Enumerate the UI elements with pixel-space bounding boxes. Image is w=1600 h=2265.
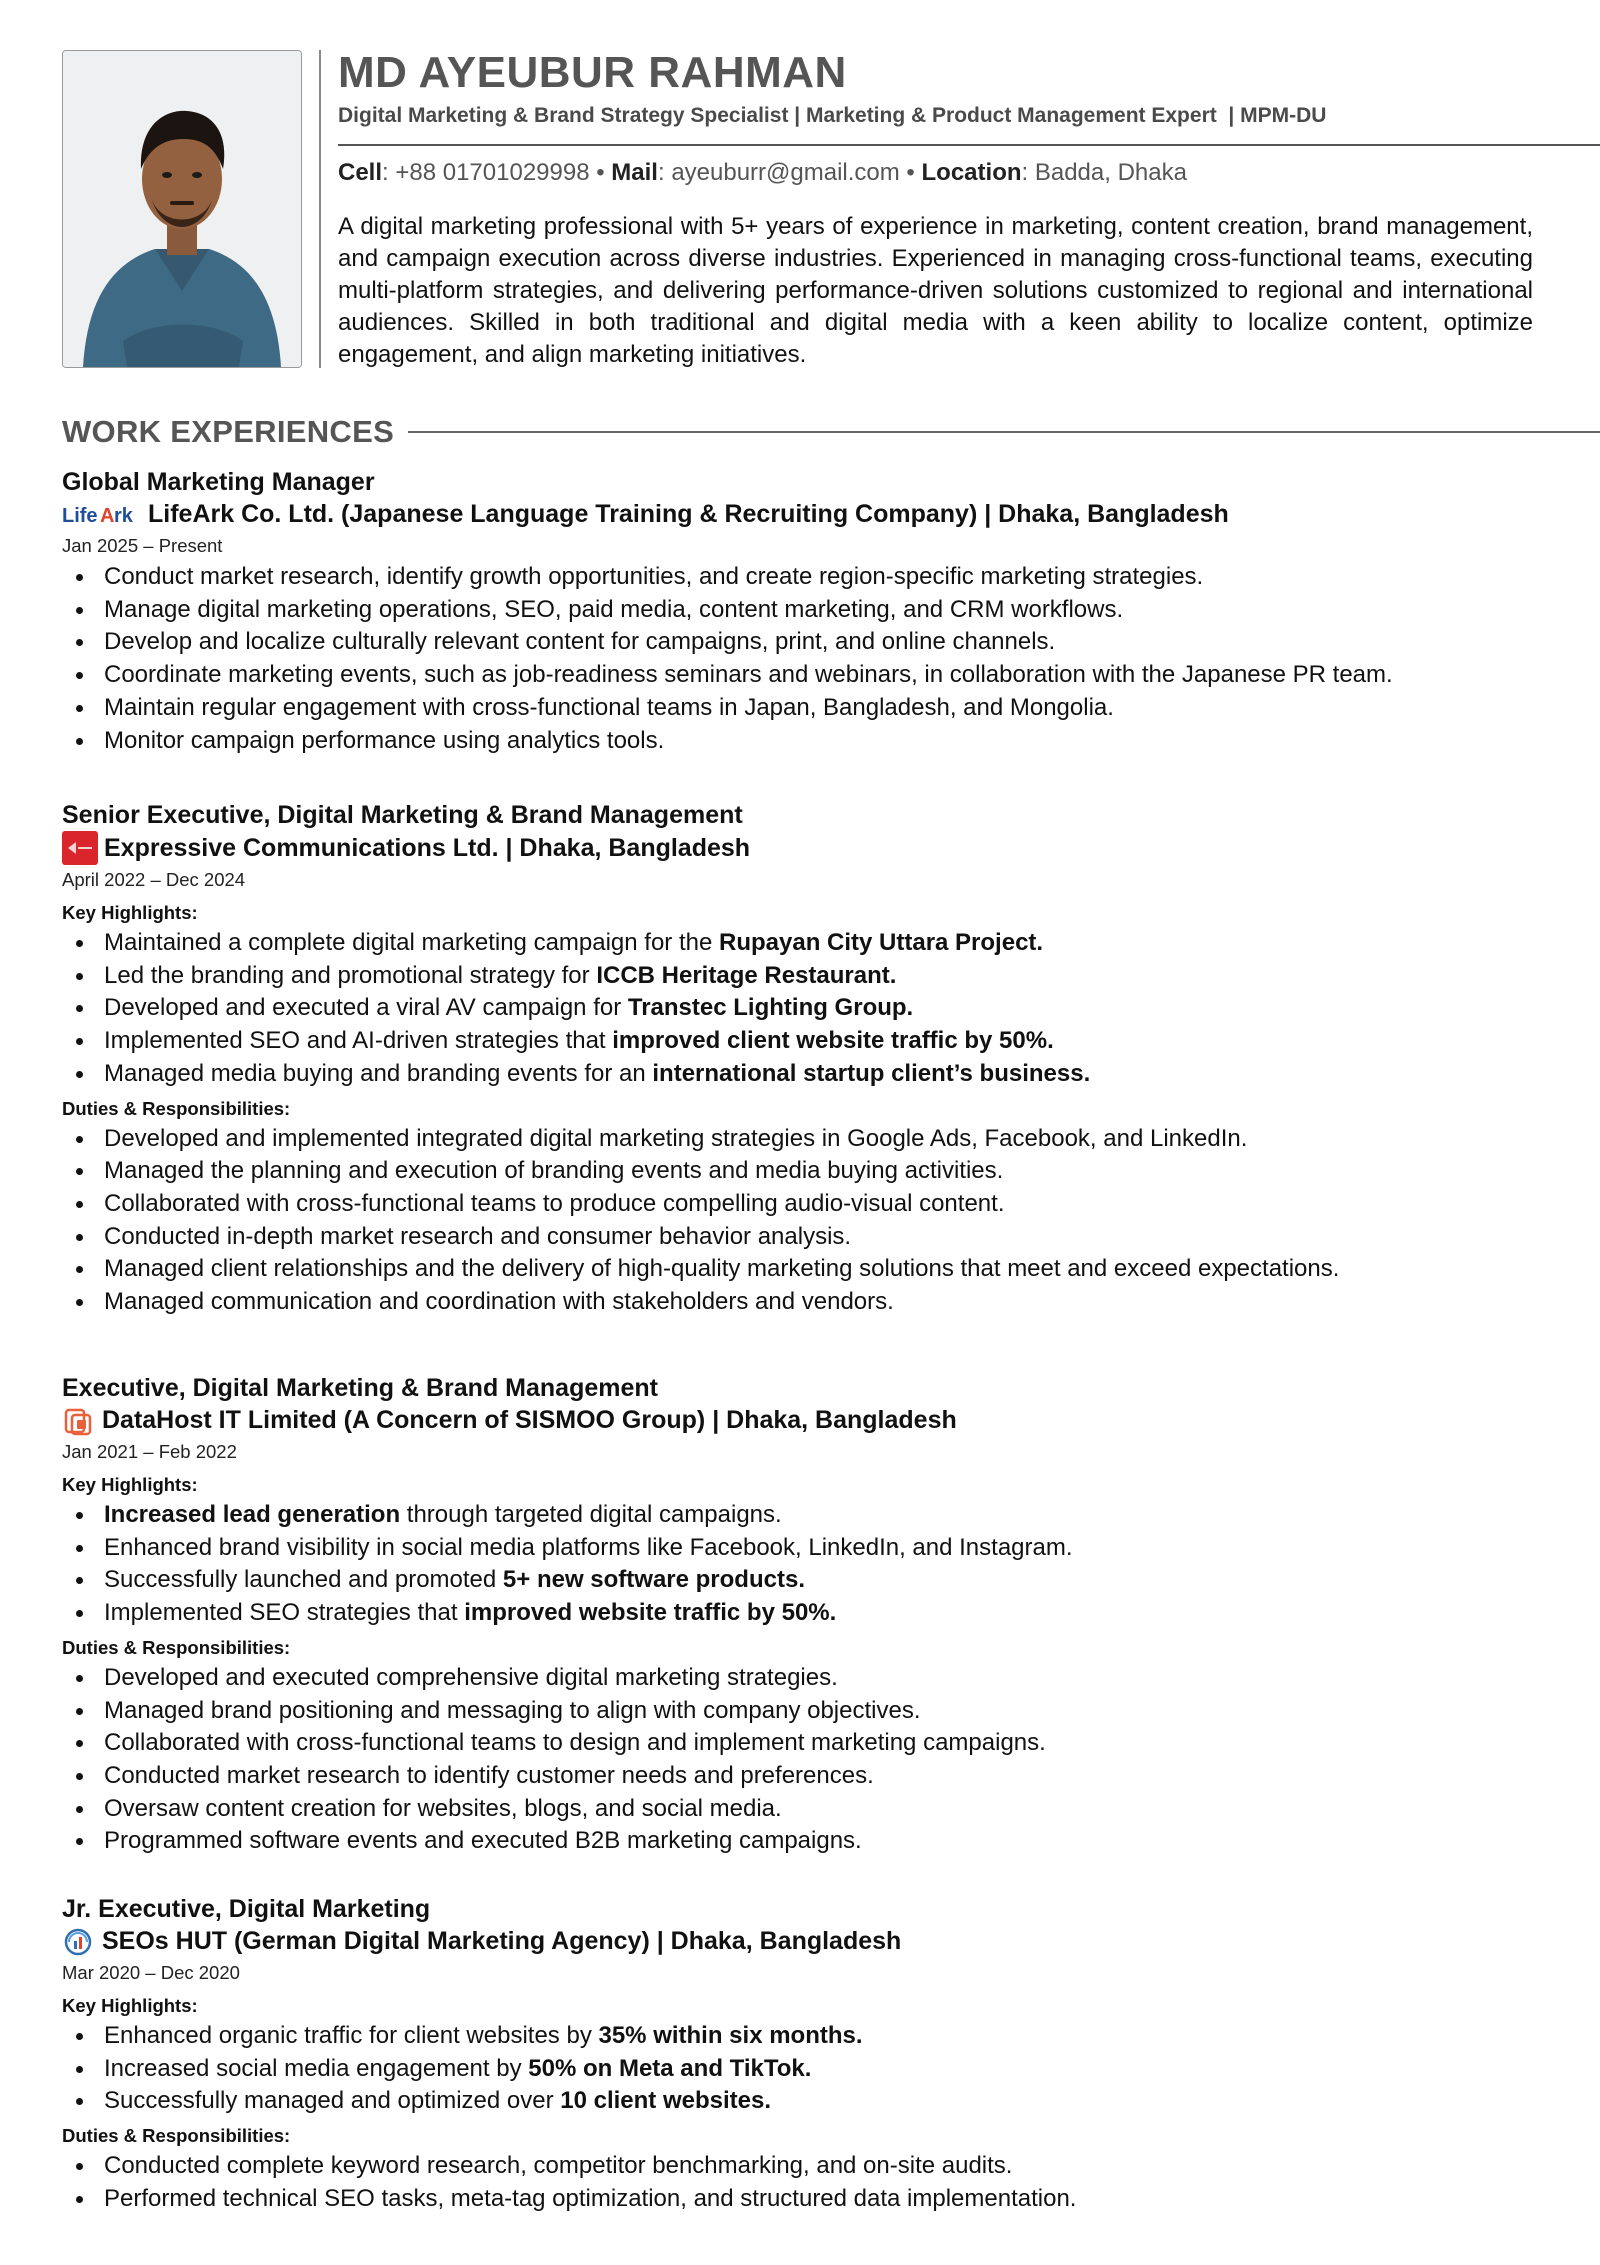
datahost-logo-icon <box>62 1406 96 1436</box>
cell-value: : +88 01701029998 • <box>382 159 612 186</box>
location-value: : Badda, Dhaka <box>1021 159 1187 186</box>
list-item: Successfully managed and optimized over 10 client websites. <box>62 2085 1592 2118</box>
professional-summary: A digital marketing professional with 5+ years of experience in marketing, content creation, brand management, and campaign execution across diverse industries. Experienced in managing cross-functional teams, executing multi-platform strategies, and delivering performance-driven solutions customized to regional and international audiences. Skilled in both traditional and digital media with a keen ability to localize content, optimize engagement, and align marketing initiatives. <box>338 213 1533 368</box>
list-item: Programmed software events and executed B2B marketing campaigns. <box>62 1825 1592 1858</box>
company-line <box>62 1404 1592 1437</box>
job-expressive <box>62 799 1592 1319</box>
company-line <box>62 831 1592 865</box>
list-item: Coordinate marketing events, such as job-readiness seminars and webinars, in collaboration with the Japanese PR team. <box>62 659 1592 692</box>
contact-line <box>338 159 1187 187</box>
list-item: Developed and implemented integrated digital marketing strategies in Google Ads, Facebook, and LinkedIn. <box>62 1123 1592 1156</box>
svg-text:Life: Life <box>62 504 98 527</box>
location-label: Location <box>921 159 1022 186</box>
job-dates: Mar 2020 – Dec 2020 <box>62 1962 240 1983</box>
mail-value: : ayeuburr@gmail.com • <box>657 159 922 186</box>
job-title: Global Marketing Manager <box>62 468 375 496</box>
mail-label: Mail <box>611 159 658 186</box>
section-rule <box>408 431 1600 433</box>
highlights-list <box>62 927 1592 1091</box>
list-item: Managed the planning and execution of branding events and media buying activities. <box>62 1155 1592 1188</box>
list-item: Increased lead generation through targeted digital campaigns. <box>62 1499 1592 1532</box>
list-item: Developed and executed comprehensive digital marketing strategies. <box>62 1662 1592 1695</box>
company-name: LifeArk Co. Ltd. (Japanese Language Training & Recruiting Company) | Dhaka, Bangladesh <box>148 500 1229 528</box>
header-rule <box>338 144 1600 146</box>
candidate-name: MD AYEUBUR RAHMAN <box>338 48 847 97</box>
list-item: Performed technical SEO tasks, meta-tag optimization, and structured data implementation. <box>62 2183 1592 2216</box>
list-item: Maintained a complete digital marketing campaign for the Rupayan City Uttara Project. <box>62 927 1592 960</box>
job-seoshut <box>62 1893 1592 2216</box>
company-line <box>62 498 1592 531</box>
job-title: Senior Executive, Digital Marketing & Brand Management <box>62 801 743 829</box>
duties-list <box>62 1662 1592 1858</box>
highlights-list <box>62 2020 1592 2118</box>
list-item: Conducted in-depth market research and consumer behavior analysis. <box>62 1221 1592 1254</box>
header-divider <box>319 50 321 368</box>
list-item: Develop and localize culturally relevant content for campaigns, print, and online channels. <box>62 626 1592 659</box>
key-highlights-label: Key Highlights: <box>62 1995 198 2016</box>
list-item: Led the branding and promotional strategy for ICCB Heritage Restaurant. <box>62 960 1592 993</box>
person-portrait-icon <box>63 51 301 367</box>
list-item: Monitor campaign performance using analytics tools. <box>62 725 1592 758</box>
list-item: Managed brand positioning and messaging to align with company objectives. <box>62 1695 1592 1728</box>
job-datahost <box>62 1372 1592 1858</box>
duties-label: Duties & Responsibilities: <box>62 1097 291 1119</box>
svg-text:A: A <box>100 504 115 527</box>
duties-label: Duties & Responsibilities: <box>62 2125 291 2147</box>
job-title: Executive, Digital Marketing & Brand Management <box>62 1374 658 1402</box>
profile-photo <box>62 50 302 368</box>
company-name: DataHost IT Limited (A Concern of SISMOO Group) | Dhaka, Bangladesh <box>102 1406 957 1434</box>
list-item: Enhanced organic traffic for client websites by 35% within six months. <box>62 2020 1592 2053</box>
job-dates: Jan 2025 – Present <box>62 535 223 556</box>
list-item: Managed communication and coordination with stakeholders and vendors. <box>62 1286 1592 1319</box>
list-item: Oversaw content creation for websites, blogs, and social media. <box>62 1793 1592 1826</box>
list-item: Implemented SEO strategies that improved website traffic by 50%. <box>62 1597 1592 1630</box>
company-line <box>62 1925 1592 1958</box>
list-item: Conducted complete keyword research, competitor benchmarking, and on-site audits. <box>62 2150 1592 2183</box>
list-item: Implemented SEO and AI-driven strategies that improved client website traffic by 50%. <box>62 1025 1592 1058</box>
list-item: Maintain regular engagement with cross-functional teams in Japan, Bangladesh, and Mongolia. <box>62 692 1592 725</box>
list-item: Enhanced brand visibility in social media platforms like Facebook, LinkedIn, and Instagram. <box>62 1532 1592 1565</box>
list-item: Conducted market research to identify customer needs and preferences. <box>62 1760 1592 1793</box>
section-title: WORK EXPERIENCES <box>62 414 395 449</box>
job-dates: Jan 2021 – Feb 2022 <box>62 1441 237 1462</box>
lifeark-logo-icon <box>62 502 142 528</box>
company-name: SEOs HUT (German Digital Marketing Agency) | Dhaka, Bangladesh <box>102 1927 902 1955</box>
key-highlights-label: Key Highlights: <box>62 902 198 923</box>
list-item: Managed client relationships and the delivery of high-quality marketing solutions that meet and exceed expectations. <box>62 1253 1592 1286</box>
seoshut-logo-icon <box>62 1927 96 1957</box>
list-item: Collaborated with cross-functional teams to produce compelling audio-visual content. <box>62 1188 1592 1221</box>
list-item: Managed media buying and branding events for an international startup client’s business. <box>62 1058 1592 1091</box>
headline: Digital Marketing & Brand Strategy Specialist | Marketing & Product Management Expert | MPM-DU <box>338 104 1327 127</box>
list-item: Successfully launched and promoted 5+ new software products. <box>62 1564 1592 1597</box>
list-item: Manage digital marketing operations, SEO, paid media, content marketing, and CRM workflows. <box>62 594 1592 627</box>
job-lifeark <box>62 466 1592 757</box>
job-title: Jr. Executive, Digital Marketing <box>62 1895 431 1923</box>
key-highlights-label: Key Highlights: <box>62 1474 198 1495</box>
company-name: Expressive Communications Ltd. | Dhaka, Bangladesh <box>104 833 751 862</box>
section-work-experiences <box>62 412 1600 452</box>
duties-list <box>62 1123 1592 1319</box>
highlights-list <box>62 1499 1592 1630</box>
list-item: Collaborated with cross-functional teams to design and implement marketing campaigns. <box>62 1727 1592 1760</box>
svg-text:rk: rk <box>114 504 133 527</box>
cell-label: Cell <box>338 159 383 186</box>
list-item: Developed and executed a viral AV campaign for Transtec Lighting Group. <box>62 992 1592 1025</box>
duties-list <box>62 561 1592 757</box>
duties-label: Duties & Responsibilities: <box>62 1636 291 1658</box>
list-item: Conduct market research, identify growth opportunities, and create region-specific marketing strategies. <box>62 561 1592 594</box>
job-dates: April 2022 – Dec 2024 <box>62 869 246 890</box>
expressive-logo-icon <box>62 831 98 865</box>
duties-list <box>62 2150 1592 2215</box>
list-item: Increased social media engagement by 50% on Meta and TikTok. <box>62 2053 1592 2086</box>
